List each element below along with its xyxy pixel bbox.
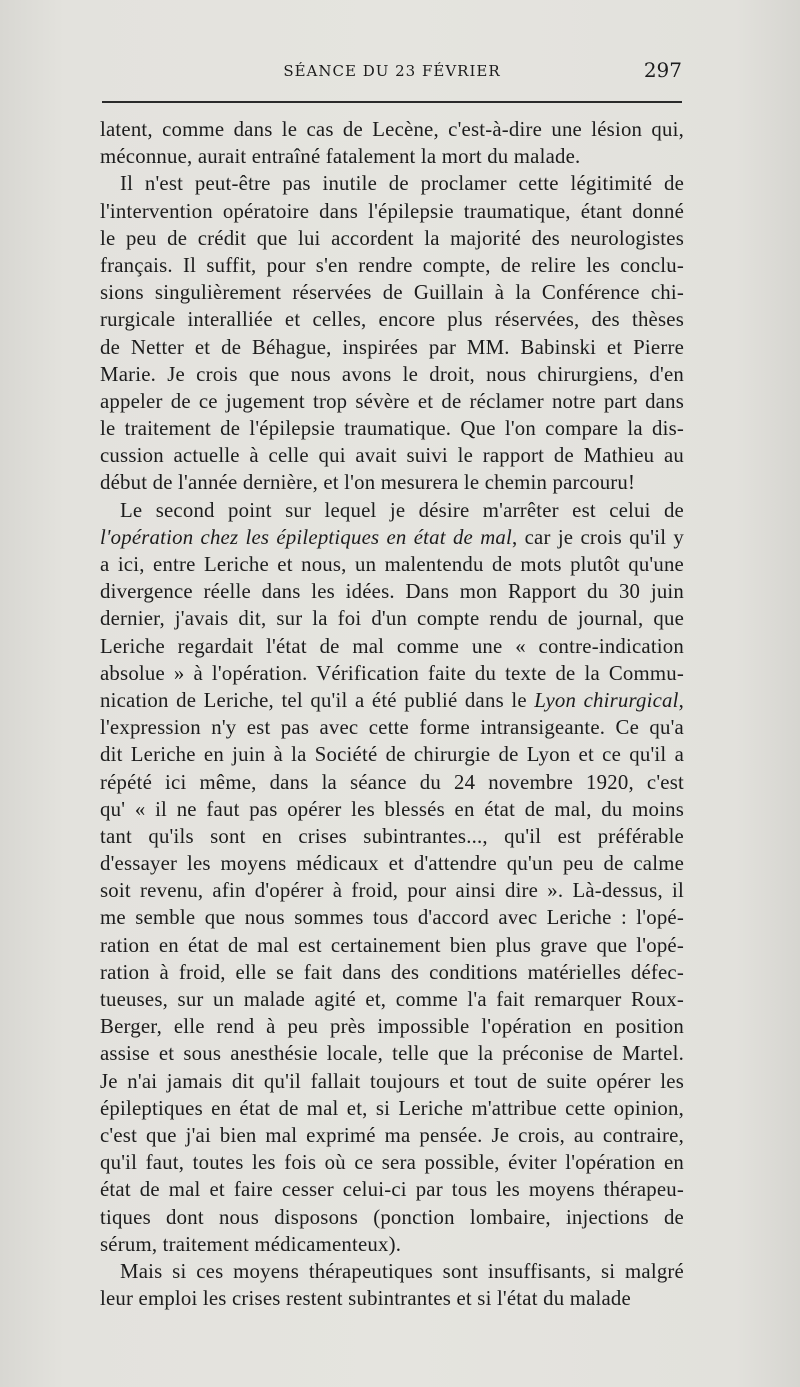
text-line: qu' « il ne faut pas opérer les blessés en état de mal, du moins xyxy=(100,797,684,821)
text-line: Marie. Je crois que nous avons le droit, nous chirurgiens, d'en xyxy=(100,362,684,386)
text-line: sérum, traitement médicamenteux). xyxy=(100,1232,402,1256)
text-line: Leriche regardait l'état de mal comme une « contre-indication xyxy=(100,634,684,658)
text-line: méconnue, aurait entraîné fatalement la mort du malade. xyxy=(100,145,581,169)
text-line: ration en état de mal est certainement bien plus grave que l'opé- xyxy=(100,933,684,957)
text-line: début de l'année dernière, et l'on mesurera le chemin parcouru! xyxy=(100,471,636,495)
text-line: assise et sous anesthésie locale, telle que la préconise de Martel. xyxy=(100,1042,684,1066)
text-line: c'est que j'ai bien mal exprimé ma pensée. Je crois, au contraire, xyxy=(100,1123,684,1147)
text-line: leur emploi les crises restent subintrantes et si l'état du malade xyxy=(100,1287,631,1311)
text-line: rurgicale interalliée et celles, encore plus réservées, des thèses xyxy=(100,308,684,332)
text-line: divergence réelle dans les idées. Dans mon Rapport du 30 juin xyxy=(100,580,684,604)
text-line: latent, comme dans le cas de Lecène, c'est-à-dire une lésion qui, xyxy=(100,118,684,141)
text-line: sions singulièrement réservées de Guillain à la Conférence chi- xyxy=(100,281,684,305)
text-line: Berger, elle rend à peu près impossible l'opération en position xyxy=(100,1015,684,1039)
text-line: épileptiques en état de mal et, si Leriche m'attribue cette opinion, xyxy=(100,1096,684,1120)
text-line: a ici, entre Leriche et nous, un malentendu de mots plutôt qu'une xyxy=(100,553,684,576)
italic-text: Lyon chirurgical xyxy=(534,688,679,712)
italic-text: l'opération chez les épileptiques en état de mal xyxy=(100,525,512,549)
text-line: absolue » à l'opération. Vérification faite du texte de la Commu- xyxy=(100,661,684,685)
text-line: tueuses, sur un malade agité et, comme l'a fait remarquer Roux- xyxy=(100,988,684,1011)
text-line: état de mal et faire cesser celui-ci par tous les moyens thérapeu- xyxy=(100,1178,684,1202)
text-line: Le second point sur lequel je désire m'arrêter est celui de xyxy=(120,498,684,522)
page-header xyxy=(102,58,682,86)
text-line: appeler de ce jugement trop sévère et de réclamer notre part dans xyxy=(100,389,684,413)
text-line: Je n'ai jamais dit qu'il fallait toujours et tout de suite opérer les xyxy=(100,1069,684,1093)
text-line: répété ici même, dans la séance du 24 novembre 1920, c'est xyxy=(100,770,684,794)
page-number: 297 xyxy=(643,58,682,82)
text-line: soit revenu, afin d'opérer à froid, pour ainsi dire ». Là-dessus, il xyxy=(100,879,684,903)
text-line: Mais si ces moyens thérapeutiques sont insuffisants, si malgré xyxy=(120,1259,684,1283)
body-text xyxy=(100,116,684,1312)
text-line: ration à froid, elle se fait dans des conditions matérielles défec- xyxy=(100,960,684,984)
text-line: tant qu'ils sont en crises subintrantes..., qu'il est préférable xyxy=(100,824,684,848)
text-line: de Netter et de Béhague, inspirées par MM. Babinski et Pierre xyxy=(100,335,684,359)
text-line: tiques dont nous disposons (ponction lombaire, injections de xyxy=(100,1205,684,1229)
text-line: l'opération chez les épileptiques en état de mal, car je crois qu'il y xyxy=(100,525,684,549)
text-line: nication de Leriche, tel qu'il a été publié dans le Lyon chirurgical, xyxy=(100,688,684,712)
text-line: qu'il faut, toutes les fois où ce sera possible, éviter l'opération en xyxy=(100,1151,684,1175)
text-line: d'essayer les moyens médicaux et d'attendre qu'un peu de calme xyxy=(100,852,684,876)
text-line: dit Leriche en juin à la Société de chirurgie de Lyon et ce qu'il a xyxy=(100,743,684,767)
text-line: Il n'est peut-être pas inutile de proclamer cette légitimité de xyxy=(120,172,684,196)
text-line: dernier, j'avais dit, sur la foi d'un compte rendu de journal, que xyxy=(100,607,684,631)
text-line: l'expression n'y est pas avec cette forme intransigeante. Ce qu'a xyxy=(100,716,684,740)
running-title: SÉANCE DU 23 FÉVRIER xyxy=(283,62,501,80)
text-line: me semble que nous sommes tous d'accord avec Leriche : l'opé- xyxy=(100,906,684,930)
text-line: cussion actuelle à celle qui avait suivi le rapport de Mathieu au xyxy=(100,444,684,468)
text-line: le traitement de l'épilepsie traumatique. Que l'on compare la dis- xyxy=(100,417,684,441)
text-line: l'intervention opératoire dans l'épilepsie traumatique, étant donné xyxy=(100,199,684,223)
text-line: français. Il suffit, pour s'en rendre compte, de relire les conclu- xyxy=(100,253,684,277)
header-rule xyxy=(102,101,682,103)
text-line: le peu de crédit que lui accordent la majorité des neurologistes xyxy=(100,226,684,250)
